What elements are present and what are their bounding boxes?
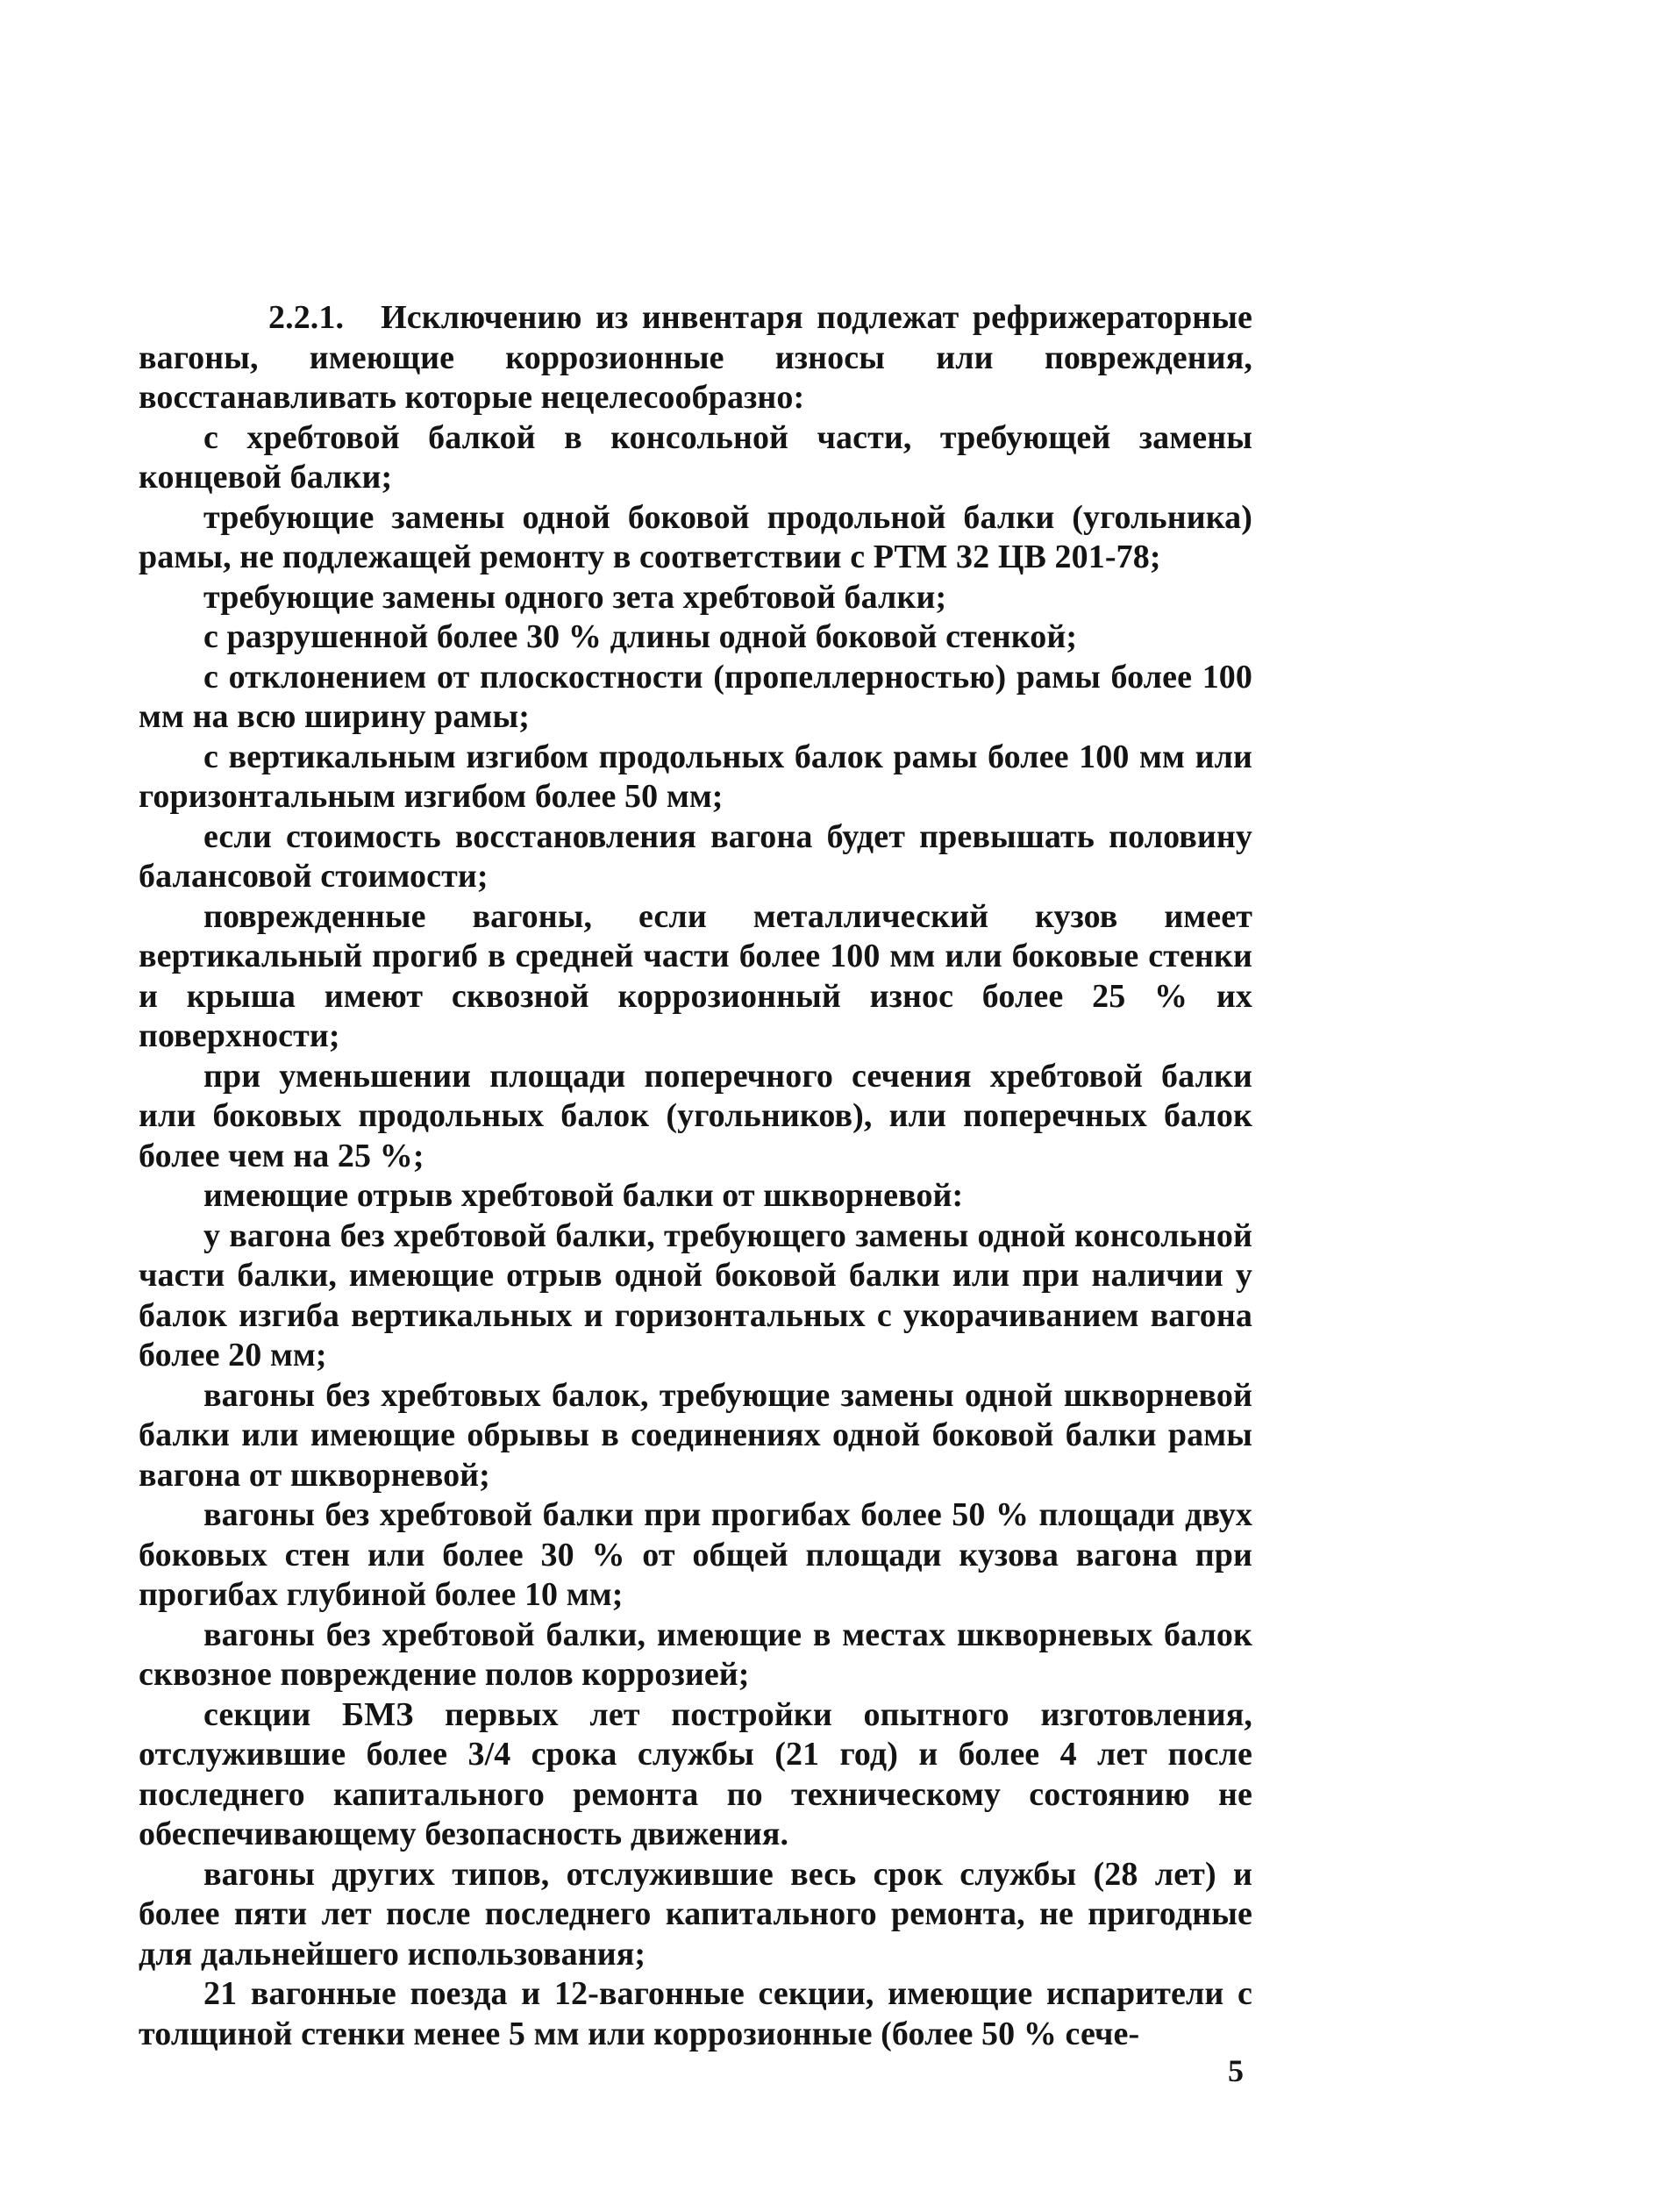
paragraph: требующие замены одного зета хребтовой балки; [203,578,947,616]
paragraph: вагоны без хребтовой балки, имеющие в местах шкворневых балок сквозное повреждение полов коррозией; [139,1616,1252,1693]
clause-number: 2.2.1. [268,299,345,336]
paragraph: с вертикальным изгибом продольных балок рамы более 100 мм или горизонтальным изгибом более 50 мм; [139,738,1252,815]
paragraph: вагоны других типов, отслужившие весь срок службы (28 лет) и более пяти лет после последнего капитального ремонта, не пригодные для дальнейшего использования; [139,1855,1252,1973]
paragraph: требующие замены одной боковой продольной балки (угольника) рамы, не подлежащей ремонту в соответствии с РТМ 32 ЦВ 201-78; [139,498,1252,575]
paragraph: при уменьшении площади поперечного сечения хребтовой балки или боковых продольных балок (угольников), или поперечных балок более чем на 25 %; [139,1057,1252,1174]
body-text [139,298,1252,2054]
paragraph: с хребтовой балкой в консольной части, требующей замены концевой балки; [139,418,1252,496]
paragraph: вагоны без хребтовой балки при прогибах более 50 % площади двух боковых стен или более 30 % от общей площади кузова вагона при прогибах глубиной более 10 мм; [139,1496,1252,1613]
paragraph: с отклонением от плоскостности (пропеллерностью) рамы более 100 мм на всю ширину рамы; [139,658,1252,735]
paragraph: поврежденные вагоны, если металлический кузов имеет вертикальный прогиб в средней части более 100 мм или боковые стенки и крыша имеют сквозной коррозионный износ более 25 % их поверхности; [139,897,1252,1054]
paragraph: если стоимость восстановления вагона будет превышать половину балансовой стоимости; [139,817,1252,895]
paragraph-text: Исключению из инвентаря подлежат рефрижераторные вагоны, имеющие коррозионные износы или повреждения, восстанавливать которые нецелесообразно: [139,299,1252,416]
paragraph-clause-2-2-1 [139,298,1252,418]
paragraph: имеющие отрыв хребтовой балки от шкворневой: [203,1177,964,1214]
page-number: 5 [1228,2053,1244,2088]
paragraph: у вагона без хребтовой балки, требующего замены одной консольной части балки, имеющие отрыв одной боковой балки или при наличии у балок изгиба вертикальных и горизонтальных с укорачиванием вагона более 20 мм; [139,1217,1252,1374]
paragraph: вагоны без хребтовых балок, требующие замены одной шкворневой балки или имеющие обрывы в соединениях одной боковой балки рамы вагона от шкворневой; [139,1376,1252,1494]
paragraph: секции БМЗ первых лет постройки опытного изготовления, отслужившие более 3/4 срока службы (21 год) и более 4 лет после последнего капитального ремонта по техническому состоянию не обеспечивающему безопасность движения. [139,1695,1252,1852]
paragraph: с разрушенной более 30 % длины одной боковой стенкой; [203,618,1078,655]
paragraph: 21 вагонные поезда и 12-вагонные секции, имеющие испарители с толщиной стенки менее 5 мм или коррозионные (более 50 % сече- [139,1975,1252,2052]
